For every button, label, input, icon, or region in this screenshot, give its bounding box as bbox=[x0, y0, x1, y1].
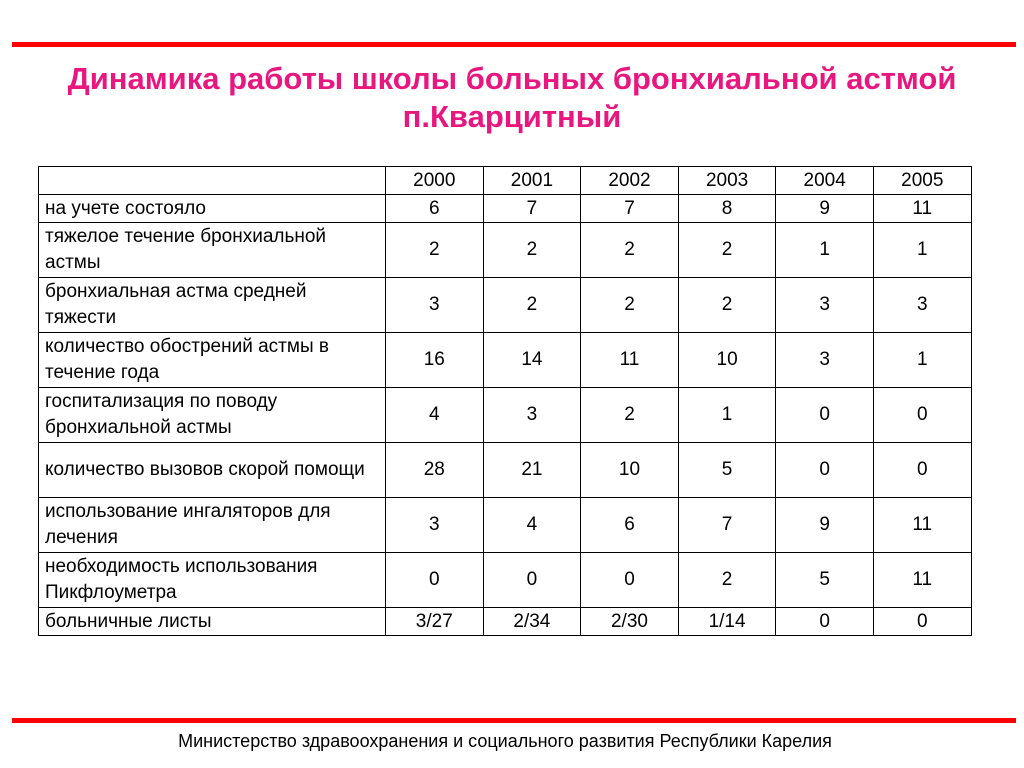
table-cell: 9 bbox=[776, 498, 874, 553]
table-cell: 11 bbox=[873, 195, 971, 223]
table-cell: 3 bbox=[386, 498, 484, 553]
table-cell: 3 bbox=[776, 278, 874, 333]
row-label: необходимость использования Пикфлоуметра bbox=[39, 553, 386, 608]
row-label: больничные листы bbox=[39, 608, 386, 636]
table-cell: 2 bbox=[581, 388, 679, 443]
table-cell: 1 bbox=[873, 333, 971, 388]
table-cell: 11 bbox=[581, 333, 679, 388]
year-header: 2004 bbox=[776, 167, 874, 195]
row-label: госпитализация по поводу бронхиальной астмы bbox=[39, 388, 386, 443]
table-cell: 11 bbox=[873, 498, 971, 553]
table-cell: 7 bbox=[483, 195, 581, 223]
table-cell: 16 bbox=[386, 333, 484, 388]
table-cell: 5 bbox=[678, 443, 776, 498]
row-label: использование ингаляторов для лечения bbox=[39, 498, 386, 553]
table-row bbox=[39, 223, 972, 278]
table-cell: 5 bbox=[776, 553, 874, 608]
table-header-row bbox=[39, 167, 972, 195]
page-title bbox=[0, 60, 1024, 136]
header-corner-cell bbox=[39, 167, 386, 195]
table-cell: 2 bbox=[386, 223, 484, 278]
table-cell: 21 bbox=[483, 443, 581, 498]
year-header: 2001 bbox=[483, 167, 581, 195]
table-cell: 3 bbox=[483, 388, 581, 443]
table-cell: 4 bbox=[386, 388, 484, 443]
table-row bbox=[39, 333, 972, 388]
bottom-divider bbox=[12, 718, 1016, 723]
table-cell: 10 bbox=[581, 443, 679, 498]
table-cell: 0 bbox=[776, 608, 874, 636]
table-cell: 1 bbox=[678, 388, 776, 443]
table-cell: 2/30 bbox=[581, 608, 679, 636]
table-cell: 6 bbox=[581, 498, 679, 553]
year-header: 2000 bbox=[386, 167, 484, 195]
table-cell: 0 bbox=[873, 608, 971, 636]
table-cell: 3 bbox=[873, 278, 971, 333]
table-cell: 14 bbox=[483, 333, 581, 388]
year-header: 2002 bbox=[581, 167, 679, 195]
table-cell: 0 bbox=[483, 553, 581, 608]
table-cell: 2 bbox=[483, 278, 581, 333]
table-cell: 0 bbox=[873, 443, 971, 498]
table-cell: 0 bbox=[776, 443, 874, 498]
table-cell: 2 bbox=[483, 223, 581, 278]
table-row bbox=[39, 278, 972, 333]
table-cell: 10 bbox=[678, 333, 776, 388]
table-cell: 3/27 bbox=[386, 608, 484, 636]
table-cell: 0 bbox=[386, 553, 484, 608]
table-cell: 0 bbox=[581, 553, 679, 608]
row-label: бронхиальная астма средней тяжести bbox=[39, 278, 386, 333]
table-cell: 9 bbox=[776, 195, 874, 223]
table-cell: 1 bbox=[873, 223, 971, 278]
page-title-line-1: Динамика работы школы больных бронхиальной астмой bbox=[67, 61, 957, 96]
table-cell: 3 bbox=[776, 333, 874, 388]
table-cell: 1/14 bbox=[678, 608, 776, 636]
table-row bbox=[39, 608, 972, 636]
table-cell: 2/34 bbox=[483, 608, 581, 636]
table-cell: 0 bbox=[873, 388, 971, 443]
table-cell: 11 bbox=[873, 553, 971, 608]
statistics-table bbox=[38, 166, 972, 636]
page-title-line-2: п.Кварцитный bbox=[402, 99, 622, 134]
row-label: количество вызовов скорой помощи bbox=[39, 443, 386, 498]
table-cell: 1 bbox=[776, 223, 874, 278]
year-header: 2003 bbox=[678, 167, 776, 195]
top-divider bbox=[12, 42, 1016, 47]
table-cell: 2 bbox=[678, 223, 776, 278]
table-row bbox=[39, 195, 972, 223]
table-cell: 3 bbox=[386, 278, 484, 333]
table-cell: 7 bbox=[581, 195, 679, 223]
year-header: 2005 bbox=[873, 167, 971, 195]
table-cell: 7 bbox=[678, 498, 776, 553]
table-row bbox=[39, 388, 972, 443]
footer-text: Министерство здравоохранения и социального развития Республики Карелия bbox=[178, 731, 832, 751]
row-label: количество обострений астмы в течение года bbox=[39, 333, 386, 388]
table-row bbox=[39, 498, 972, 553]
table-cell: 4 bbox=[483, 498, 581, 553]
table-cell: 6 bbox=[386, 195, 484, 223]
table-cell: 8 bbox=[678, 195, 776, 223]
table-cell: 2 bbox=[678, 553, 776, 608]
table-cell: 2 bbox=[678, 278, 776, 333]
row-label: тяжелое течение бронхиальной астмы bbox=[39, 223, 386, 278]
row-label: на учете состояло bbox=[39, 195, 386, 223]
table-row bbox=[39, 443, 972, 498]
table-cell: 0 bbox=[776, 388, 874, 443]
table-cell: 2 bbox=[581, 278, 679, 333]
table-cell: 2 bbox=[581, 223, 679, 278]
table-row bbox=[39, 553, 972, 608]
table-cell: 28 bbox=[386, 443, 484, 498]
